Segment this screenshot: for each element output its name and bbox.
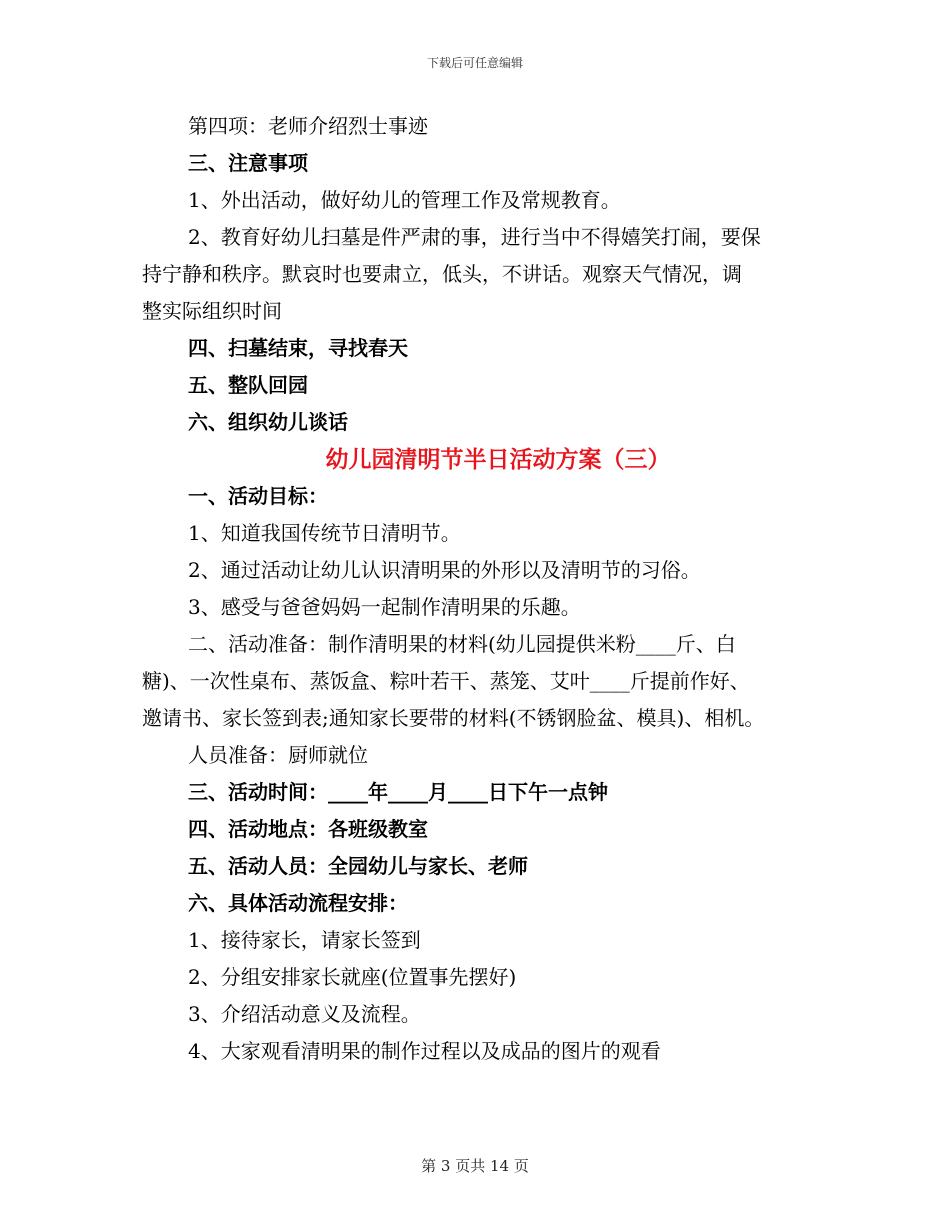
paragraph-line: 五、整队回园 <box>188 373 308 397</box>
paragraph-line: 三、注意事项 <box>188 151 308 175</box>
paragraph-line: 4、大家观看清明果的制作过程以及成品的图片的观看 <box>188 1039 661 1063</box>
paragraph-line: 人员准备：厨师就位 <box>188 743 368 767</box>
paragraph-line: 3、感受与爸爸妈妈一起制作清明果的乐趣。 <box>188 595 581 619</box>
paragraph-line: 六、组织幼儿谈话 <box>188 410 348 434</box>
paragraph-line: 3、介绍活动意义及流程。 <box>188 1002 421 1026</box>
paragraph-line: 整实际组织时间 <box>142 299 282 323</box>
paragraph-line: 1、知道我国传统节日清明节。 <box>188 521 461 545</box>
document-body <box>142 108 814 1070</box>
paragraph-line: 2、分组安排家长就座(位置事先摆好) <box>188 965 517 989</box>
paragraph-line: 2、通过活动让幼儿认识清明果的外形以及清明节的习俗。 <box>188 558 701 582</box>
paragraph-line: 六、具体活动流程安排： <box>188 891 408 915</box>
paragraph-line: 四、活动地点：各班级教室 <box>188 817 428 841</box>
paragraph-line: 持宁静和秩序。默哀时也要肃立，低头，不讲话。观察天气情况，调 <box>142 262 742 286</box>
paragraph-line: 1、接待家长，请家长签到 <box>188 928 421 952</box>
page-footer: 第 3 页共 14 页 <box>421 1157 529 1175</box>
paragraph-line: 二、活动准备：制作清明果的材料(幼儿园提供米粉____斤、白 <box>188 632 736 656</box>
page-header: 下载后可任意编辑 <box>426 56 523 70</box>
paragraph-line: 五、活动人员：全园幼儿与家长、老师 <box>188 854 528 878</box>
paragraph-line: 邀请书、家长签到表;通知家长要带的材料(不锈钢脸盆、模具)、相机。 <box>142 706 765 730</box>
paragraph-line: 糖)、一次性桌布、蒸饭盒、粽叶若干、蒸笼、艾叶____斤提前作好、 <box>142 669 750 693</box>
section-title: 幼儿园清明节半日活动方案（三） <box>325 446 671 473</box>
paragraph-line: 第四项：老师介绍烈士事迹 <box>188 114 428 138</box>
paragraph-line: 1、外出活动，做好幼儿的管理工作及常规教育。 <box>188 188 621 212</box>
paragraph-line: 三、活动时间：____年____月____日下午一点钟 <box>188 780 608 804</box>
paragraph-line: 2、教育好幼儿扫墓是件严肃的事，进行当中不得嬉笑打闹，要保 <box>188 225 761 249</box>
paragraph-line: 一、活动目标： <box>188 484 328 508</box>
paragraph-line: 四、扫墓结束，寻找春天 <box>188 336 408 360</box>
